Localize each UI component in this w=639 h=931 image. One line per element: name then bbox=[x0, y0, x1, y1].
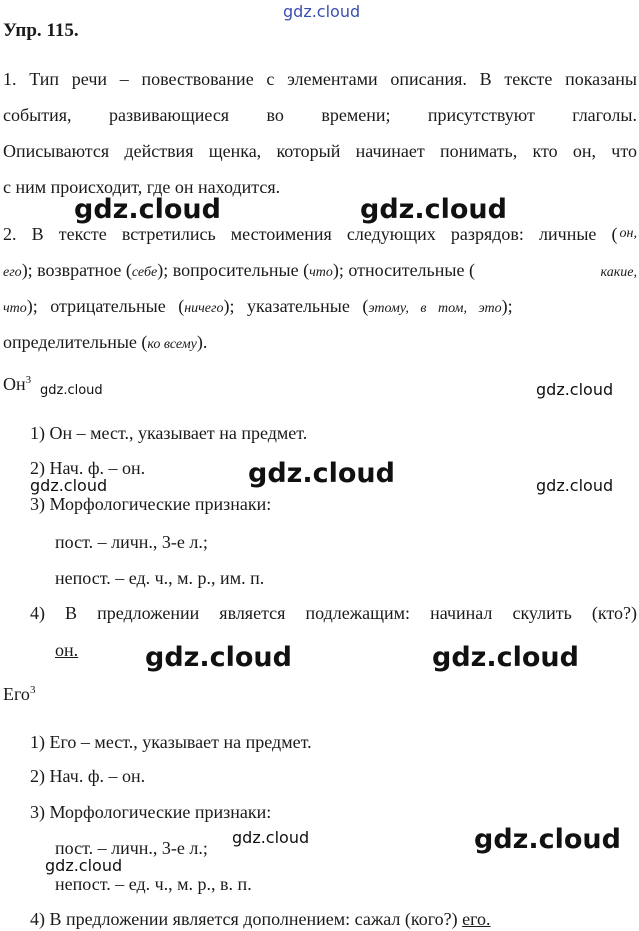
text: 2. В тексте встретились местоимения следующих разрядов: личные ( bbox=[3, 224, 618, 244]
watermark: gdz.cloud bbox=[40, 383, 103, 398]
answer-text: его. bbox=[462, 909, 491, 929]
on-item-4: 4) В предложении является подлежащим: начинал скулить (кто?) bbox=[30, 603, 637, 623]
watermark: gdz.cloud bbox=[248, 458, 395, 489]
on-item-1: 1) Он – мест., указывает на предмет. bbox=[30, 423, 308, 443]
watermark: gdz.cloud bbox=[232, 828, 310, 847]
watermark: gdz.cloud bbox=[74, 194, 221, 225]
text: ); указательные ( bbox=[223, 296, 369, 316]
watermark: gdz.cloud bbox=[474, 824, 621, 855]
text: 4) В предложении является дополнением: сажал (кого?) bbox=[30, 909, 463, 929]
ego-item-4 bbox=[30, 907, 491, 931]
word: развивающиеся bbox=[108, 105, 230, 125]
paragraph-1-line-4: с ним происходит, где он находится. bbox=[3, 177, 281, 197]
italic-text: он, bbox=[619, 226, 637, 241]
text: ); возвратное ( bbox=[21, 260, 132, 280]
on-sub-2: непост. – ед. ч., м. р., им. п. bbox=[55, 568, 265, 588]
paragraph-2-line-2 bbox=[3, 258, 637, 285]
pronoun-heading-on bbox=[3, 374, 31, 395]
paragraph-1-line-1: 1. Тип речи – повествование с элементами описания. В тексте показаны bbox=[3, 69, 637, 89]
word: глаголы. bbox=[572, 105, 637, 125]
word: во bbox=[266, 105, 284, 125]
italic-text: его bbox=[3, 265, 22, 280]
italic-text: ничего bbox=[184, 301, 224, 316]
pronoun-heading-ego bbox=[3, 684, 35, 705]
ego-item-3: 3) Морфологические признаки: bbox=[30, 802, 272, 822]
paragraph-1-line-3: Описываются действия щенка, который начинает понимать, кто он, что bbox=[3, 141, 637, 161]
italic-text: какие, bbox=[600, 265, 637, 280]
watermark: gdz.cloud bbox=[45, 856, 123, 875]
exercise-title: Упр. 115. bbox=[3, 20, 79, 41]
watermark: gdz.cloud bbox=[432, 642, 579, 673]
superscript: 3 bbox=[25, 374, 32, 386]
ego-sub-1: пост. – личн., 3-е л.; bbox=[55, 838, 208, 858]
word: присутствуют bbox=[427, 105, 535, 125]
paragraph-2-line-1 bbox=[3, 222, 637, 246]
italic-text: что bbox=[3, 301, 27, 316]
heading-text: Его bbox=[3, 684, 30, 704]
text: ); вопросительные ( bbox=[157, 260, 310, 280]
paragraph-2-line-3 bbox=[3, 294, 637, 321]
on-item-4-answer: он. bbox=[55, 640, 79, 660]
watermark: gdz.cloud bbox=[283, 2, 361, 21]
ego-item-2: 2) Нач. ф. – он. bbox=[30, 766, 146, 786]
italic-text: что bbox=[309, 265, 333, 280]
italic-text: ко всему bbox=[147, 337, 197, 352]
word: события, bbox=[3, 105, 72, 125]
watermark: gdz.cloud bbox=[536, 380, 614, 399]
italic-text: этому, в том, это bbox=[368, 301, 502, 316]
watermark: gdz.cloud bbox=[536, 476, 614, 495]
word: времени; bbox=[321, 105, 391, 125]
italic-text: себе bbox=[131, 265, 158, 280]
ego-item-1: 1) Его – мест., указывает на предмет. bbox=[30, 732, 312, 752]
heading-text: Он bbox=[3, 374, 26, 394]
watermark: gdz.cloud bbox=[30, 476, 108, 495]
watermark: gdz.cloud bbox=[145, 642, 292, 673]
on-item-2: 2) Нач. ф. – он. bbox=[30, 458, 146, 478]
on-sub-1: пост. – личн., 3-е л.; bbox=[55, 532, 208, 552]
paragraph-1-line-2 bbox=[3, 103, 637, 127]
on-item-3: 3) Морфологические признаки: bbox=[30, 494, 272, 514]
text: определительные ( bbox=[3, 332, 148, 352]
text: ); bbox=[501, 296, 513, 316]
superscript: 3 bbox=[29, 684, 36, 696]
paragraph-2-line-4 bbox=[3, 330, 637, 357]
text: ); отрицательные ( bbox=[26, 296, 185, 316]
ego-sub-2: непост. – ед. ч., м. р., в. п. bbox=[55, 874, 252, 894]
text: ). bbox=[196, 332, 208, 352]
watermark: gdz.cloud bbox=[360, 194, 507, 225]
text: ); относительные ( bbox=[332, 260, 475, 280]
